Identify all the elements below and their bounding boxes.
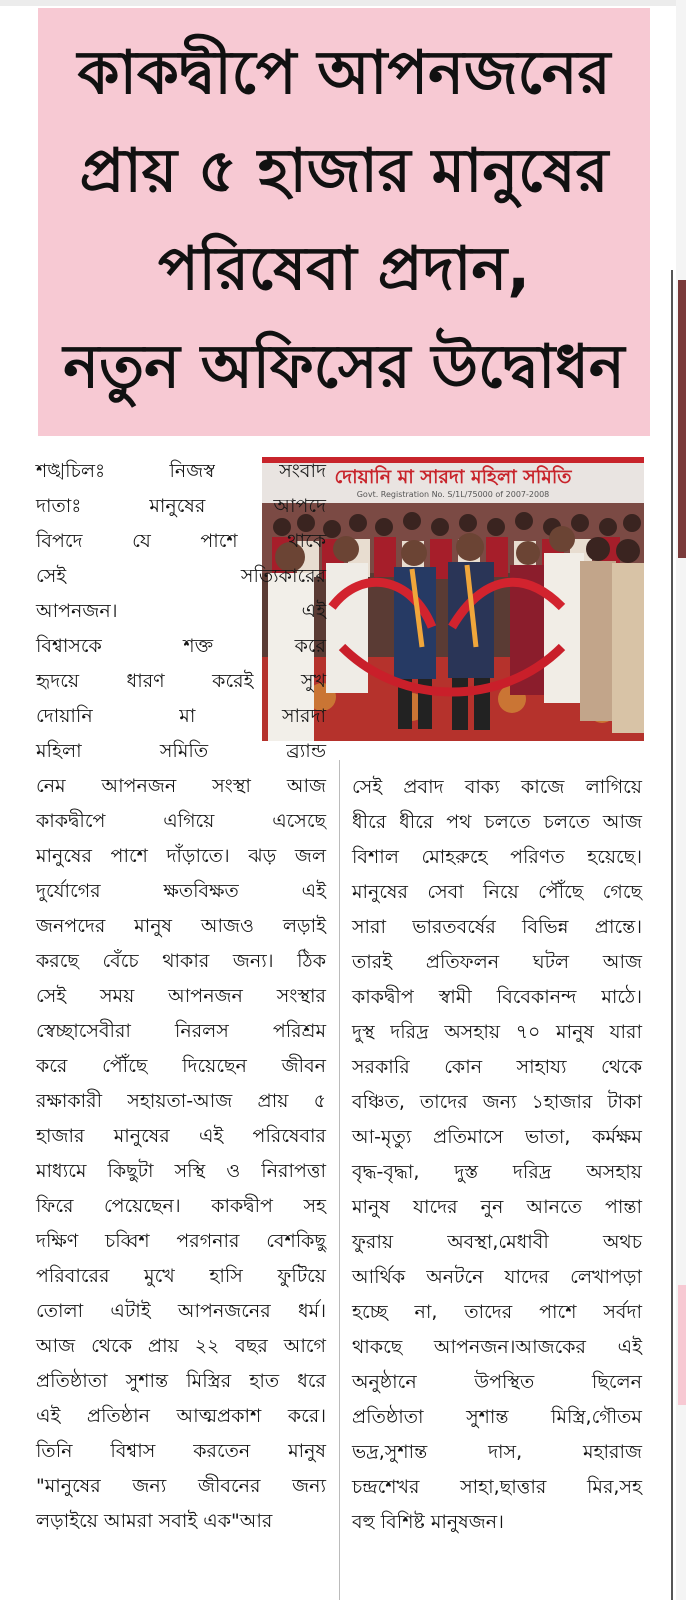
article-line: ফুরায় অবস্থা,মেধাবী অথচ [352, 1231, 642, 1253]
article-line: থাকছে আপনজন।আজকের এই [352, 1336, 642, 1358]
article-line: আপনজন। এই [36, 600, 326, 622]
article-line: দোয়ানি মা সারদা [36, 705, 326, 727]
article-line: হৃদয়ে ধারণ করেই সুখ [36, 670, 326, 692]
article-line: কাকদ্বীপে এগিয়ে এসেছে [36, 810, 326, 832]
article-line: "মানুষের জন্য জীবনের জন্য [36, 1475, 326, 1497]
column-divider-right [671, 270, 673, 1600]
article-line: প্রতিষ্ঠাতা সুশান্ত মিস্ত্রির হাত ধরে [36, 1370, 326, 1392]
article-line: অনুষ্ঠানে উপস্থিত ছিলেন [352, 1371, 642, 1393]
article-line: দুস্থ দরিদ্র অসহায় ৭০ মানুষ যারা [352, 1021, 642, 1043]
article-line: মানুষ যাদের নুন আনতে পান্তা [352, 1196, 642, 1218]
article-line: সেই সময় আপনজন সংস্থার [36, 985, 326, 1007]
article-line: ফিরে পেয়েছেন। কাকদ্বীপ সহ [36, 1195, 326, 1217]
article-line: কাকদ্বীপ স্বামী বিবেকানন্দ মাঠে। [352, 986, 642, 1008]
article-line: রক্ষাকারী সহায়তা-আজ প্রায় ৫ [36, 1090, 326, 1112]
banner-subtext: Govt. Registration No. S/1L/75000 of 2007-2008 [356, 490, 550, 499]
article-line: চন্দ্রশেখর সাহা,ছাত্তার মির,সহ [352, 1476, 642, 1498]
page-top-edge [0, 0, 686, 6]
article-line: আর্থিক অনটনে যাদের লেখাপড়া [352, 1266, 642, 1288]
article-line: এই প্রতিষ্ঠান আত্মপ্রকাশ করে। [36, 1405, 326, 1427]
article-line: নেম আপনজন সংস্থা আজ [36, 775, 326, 797]
article-line: সেই প্রবাদ বাক্য কাজে লাগিয়ে [352, 776, 642, 798]
article-line: করে পৌঁছে দিয়েছেন জীবন [36, 1055, 326, 1077]
article-line: সরকারি কোন সাহায্য থেকে [352, 1056, 642, 1078]
adjacent-headline-edge [678, 1285, 686, 1405]
article-line: তিনি বিশ্বাস করতেন মানুষ [36, 1440, 326, 1462]
article-line: বৃদ্ধ-বৃদ্ধা, দুস্ত দরিদ্র অসহায় [352, 1161, 642, 1183]
article-line: শঙ্খচিলঃ নিজস্ব সংবাদ [36, 460, 326, 482]
article-line: প্রতিষ্ঠাতা সুশান্ত মিস্ত্রি,গৌতম [352, 1406, 642, 1428]
article-line: দক্ষিণ চব্বিশ পরগনার বেশকিছু [36, 1230, 326, 1252]
headline-line-2: প্রায় ৫ হাজার মানুষের [79, 136, 609, 206]
article-column-1 [36, 454, 326, 1539]
banner-text: দোয়ানি মা সারদা মহিলা সমিতি [334, 466, 572, 488]
article-line: আ-মৃত্যু প্রতিমাসে ভাতা, কর্মক্ষম [352, 1126, 642, 1148]
adjacent-photo-edge [678, 280, 686, 558]
article-line: দাতাঃ মানুষের আপদে [36, 495, 326, 517]
article-line: বিপদে যে পাশে থাকে [36, 530, 326, 552]
article-line: পরিবারের মুখে হাসি ফুটিয়ে [36, 1265, 326, 1287]
article-line: স্বেচ্ছাসেবীরা নিরলস পরিশ্রম [36, 1020, 326, 1042]
article-line: করছে বেঁচে থাকার জন্য। ঠিক [36, 950, 326, 972]
article-line: বহু বিশিষ্ট মানুষজন। [352, 1511, 504, 1533]
headline-box [38, 8, 650, 436]
article-line: ভদ্র,সুশান্ত দাস, মহারাজ [352, 1441, 642, 1463]
article-line: লড়াইয়ে আমরা সবাই এক"আর [36, 1510, 273, 1532]
article-line: আজ থেকে প্রায় ২২ বছর আগে [36, 1335, 326, 1357]
article-line: দুর্যোগের ক্ষতবিক্ষত এই [36, 880, 326, 902]
article-line: সারা ভারতবর্ষের বিভিন্ন প্রান্তে। [352, 916, 642, 938]
article-line: জনপদের মানুষ আজও লড়াই [36, 915, 326, 937]
article-line: বিশ্বাসকে শক্ত করে [36, 635, 326, 657]
article-line: হাজার মানুষের এই পরিষেবার [36, 1125, 326, 1147]
column-divider [339, 760, 340, 1600]
headline-line-4: নতুন অফিসের উদ্বোধন [63, 332, 625, 402]
article-line: মানুষের সেবা নিয়ে পৌঁছে গেছে [352, 881, 642, 903]
article-line: মানুষের পাশে দাঁড়াতে। ঝড় জল [36, 845, 326, 867]
article-line: বঞ্চিত, তাদের জন্য ১হাজার টাকা [352, 1091, 642, 1113]
article-line: মহিলা সমিতি ব্র্যান্ড [36, 740, 326, 762]
article-line: তোলা এটাই আপনজনের ধর্ম। [36, 1300, 326, 1322]
article-column-2 [352, 770, 642, 1540]
article-line: হচ্ছে না, তাদের পাশে সর্বদা [352, 1301, 642, 1323]
article-line: ধীরে ধীরে পথ চলতে চলতে আজ [352, 811, 642, 833]
article-line: বিশাল মোহরুহে পরিণত হয়েছে। [352, 846, 642, 868]
article-line: সেই সত্যিকারের [36, 565, 326, 587]
headline-line-1: কাকদ্বীপে আপনজনের [77, 38, 611, 108]
article-line: মাধ্যমে কিছুটা সস্থি ও নিরাপত্তা [36, 1160, 326, 1182]
article-line: তারই প্রতিফলন ঘটল আজ [352, 951, 642, 973]
headline-line-3: পরিষেবা প্রদান, [157, 234, 531, 304]
